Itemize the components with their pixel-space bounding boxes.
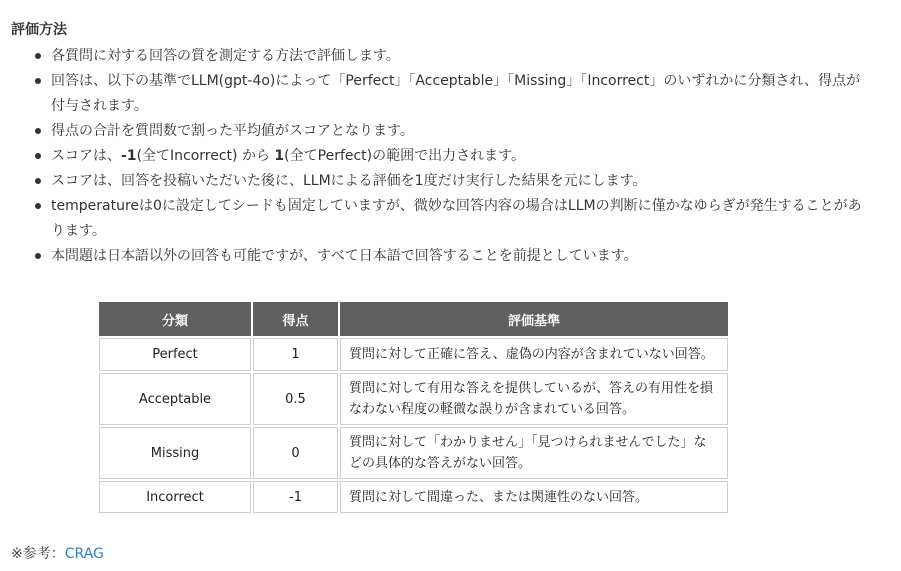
criteria-table [97, 300, 730, 515]
score-cell: 1 [253, 338, 338, 371]
table-row [99, 427, 728, 479]
score-range-text: スコアは、 [51, 148, 121, 164]
column-header-category: 分類 [99, 302, 251, 336]
score-range-text: (全てIncorrect) から [136, 148, 275, 164]
list-item: 本問題は日本語以外の回答も可能ですが、すべて日本語で回答することを前提としています。 [51, 244, 866, 269]
score-cell: -1 [253, 481, 338, 513]
list-item: 回答は、以下の基準でLLM(gpt-4o)によって「Perfect」「Acceptable」「Missing」「Incorrect」のいずれかに分類され、得点が付与されます。 [51, 69, 866, 119]
list-item: スコアは、回答を投稿いただいた後に、LLMによる評価を1度だけ実行した結果を元にします。 [51, 169, 866, 194]
list-item: 各質問に対する回答の質を測定する方法で評価します。 [51, 44, 866, 69]
criteria-cell: 質問に対して間違った、または関連性のない回答。 [340, 481, 728, 513]
table-row [99, 338, 728, 371]
category-cell: Acceptable [99, 373, 251, 425]
score-min-value: -1 [121, 148, 137, 164]
score-max-value: 1 [274, 148, 285, 164]
criteria-cell: 質問に対して有用な答えを提供しているが、答えの有用性を損なわない程度の軽微な誤りが含まれている回答。 [340, 373, 728, 425]
list-item [51, 144, 866, 169]
criteria-cell: 質問に対して「わかりません」「見つけられませんでした」などの具体的な答えがない回答。 [340, 427, 728, 479]
category-cell: Perfect [99, 338, 251, 371]
list-item: temperatureは0に設定してシードも固定していますが、微妙な回答内容の場合はLLMの判断に僅かなゆらぎが発生することがあります。 [51, 194, 866, 244]
table-row [99, 481, 728, 513]
criteria-cell: 質問に対して正確に答え、虚偽の内容が含まれていない回答。 [340, 338, 728, 371]
score-range-text: (全てPerfect)の範囲で出力されます。 [284, 148, 526, 164]
table-row [99, 373, 728, 425]
evaluation-method-list [51, 44, 866, 269]
crag-link[interactable]: CRAG [64, 546, 104, 562]
category-cell: Incorrect [99, 481, 251, 513]
section-title: 評価方法 [11, 22, 67, 38]
list-item: 得点の合計を質問数で割った平均値がスコアとなります。 [51, 119, 866, 144]
table-header-row [99, 302, 728, 336]
score-cell: 0 [253, 427, 338, 479]
column-header-score: 得点 [253, 302, 338, 336]
reference-note [11, 543, 104, 563]
column-header-criteria: 評価基準 [340, 302, 728, 336]
score-cell: 0.5 [253, 373, 338, 425]
reference-prefix: ※参考： [11, 546, 65, 562]
category-cell: Missing [99, 427, 251, 479]
